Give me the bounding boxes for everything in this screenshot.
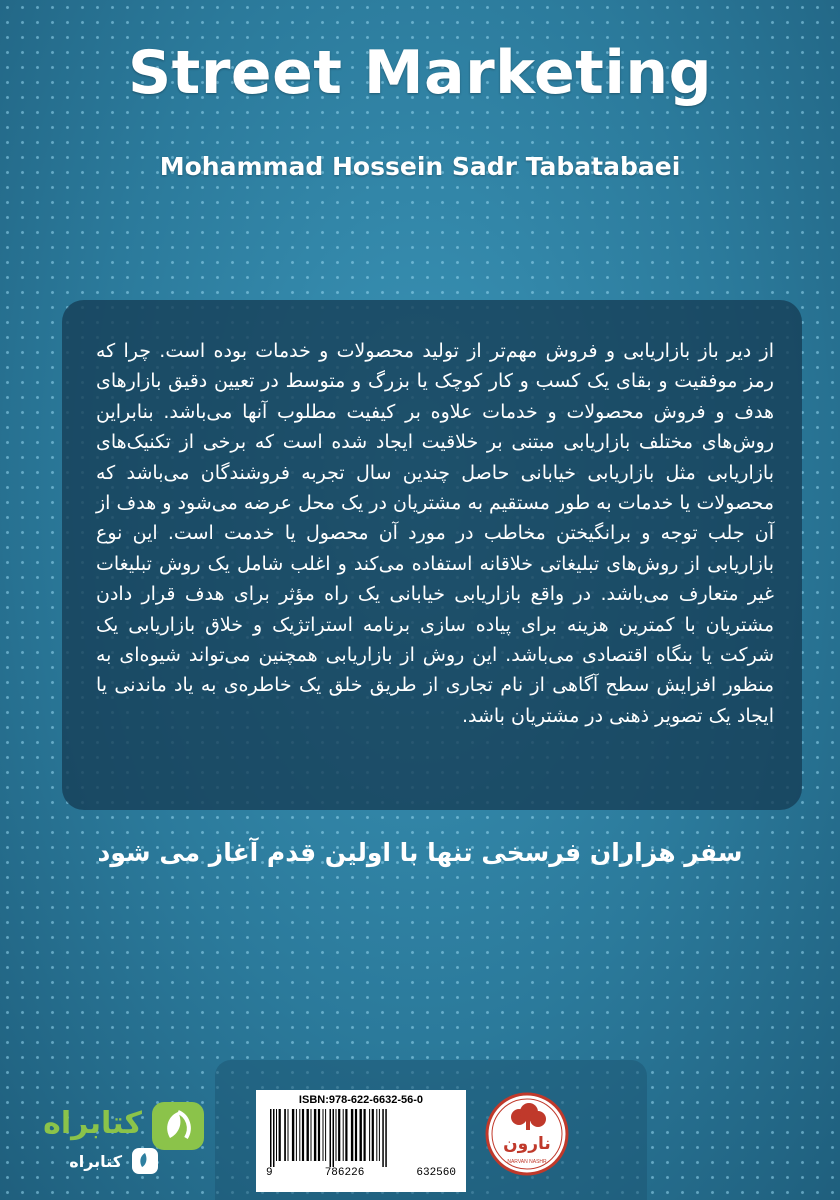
barcode-bar — [369, 1109, 370, 1161]
isbn-barcode — [256, 1090, 466, 1192]
blurb-text: از دیر باز بازاریابی و فروش مهم‌تر از تولید محصولات و خدمات بوده است. چرا که رمز موفقیت و بقای یک کسب و کار کوچک یا بزرگ و متوسط در تعیین دقیق بازارهای هدف و فروش محصولات و خدمات علاوه بر کیفیت مطلوب آنها می‌باشد. بنابراین روش‌های مختلف بازاریابی مبتنی بر خلاقیت ایجاد شده است که برخی از تکنیک‌های بازاریابی مثل بازاریابی خیابانی حاصل چندین سال تجربه فروشندگان می‌باشد که محصولات یا خدمات به طور مستقیم به مشتریان در یک محل عرضه می‌شود و هدف از آن جلب توجه و برانگیختن مخاطب در مورد آن محصول یا خدمت است. این نوع بازاریابی از روش‌های تبلیغاتی خلاقانه استفاده می‌کند و اغلب شامل یک روش تبلیغات غیر متعارف می‌باشد. در واقع بازاریابی خیابانی یک راه مؤثر برای هدف قرار دادن مشتریان با کمترین هزینه برای پیاده سازی برنامه استراتژیک و خلاق بازاریابی یک شرکت یا بنگاه اقتصادی می‌باشد. این روش از بازاریابی همچنین می‌تواند شیوه‌ای به منظور افزایش سطح آگاهی از نام تجاری از طریق خلق یک خاطره‌ی به یاد ماندنی یا ایجاد یک تصویر ذهنی در مشتریان باشد. — [96, 340, 774, 727]
barcode-bar — [270, 1109, 272, 1167]
barcode-bar — [351, 1109, 353, 1161]
barcode-bar — [338, 1109, 340, 1161]
barcode-bar — [323, 1109, 324, 1161]
publisher-subtitle: NARVAN NASHR — [507, 1159, 547, 1165]
watermark-small-icon — [130, 1146, 160, 1176]
barcode-bar — [314, 1109, 316, 1161]
barcode-bar — [318, 1109, 320, 1161]
author-name: Mohammad Hossein Sadr Tabatabaei — [159, 152, 681, 181]
barcode-bar — [325, 1109, 326, 1161]
barcode-bar — [333, 1109, 335, 1167]
barcode-bar — [345, 1109, 347, 1161]
barcode-bar — [288, 1109, 289, 1161]
barcode-digits-left: 786226 — [324, 1167, 365, 1179]
site-watermark — [28, 1088, 218, 1188]
barcode-bar — [296, 1109, 297, 1161]
barcode-bars — [266, 1109, 456, 1167]
isbn-label: ISBN:978-622-6632-56-0 — [298, 1094, 424, 1106]
barcode-digits-right: 632560 — [416, 1167, 456, 1179]
publisher-name: نارون — [503, 1134, 551, 1154]
barcode-bar — [336, 1109, 337, 1161]
barcode-digit-lead: 9 — [266, 1167, 273, 1179]
barcode-bar — [364, 1109, 366, 1161]
barcode-bar — [273, 1109, 275, 1167]
barcode-bar — [292, 1109, 294, 1161]
watermark-sub-text: کتابراه — [69, 1152, 122, 1171]
slogan: سفر هزاران فرسخی تنها با اولین قدم آغاز می شود — [97, 838, 743, 867]
barcode-bar — [307, 1109, 309, 1161]
book-title: Street Marketing — [127, 38, 713, 108]
barcode-bar — [330, 1109, 332, 1167]
blurb-panel — [62, 300, 802, 810]
barcode-bar — [382, 1109, 384, 1167]
barcode-bar — [276, 1109, 277, 1161]
barcode-bar — [311, 1109, 312, 1161]
barcode-bar — [355, 1109, 357, 1161]
barcode-bar — [302, 1109, 304, 1161]
barcode-bar — [343, 1109, 344, 1161]
barcode-bar — [299, 1109, 300, 1161]
barcode-bar — [284, 1109, 286, 1161]
barcode-bar — [372, 1109, 374, 1161]
barcode-digits — [262, 1167, 460, 1179]
barcode-bar — [379, 1109, 380, 1161]
barcode-bar — [360, 1109, 362, 1161]
watermark-main-text: کتابراه — [43, 1106, 142, 1141]
barcode-bar — [385, 1109, 387, 1167]
publisher-logo — [485, 1092, 569, 1176]
barcode-bar — [376, 1109, 377, 1161]
barcode-bar — [279, 1109, 281, 1161]
